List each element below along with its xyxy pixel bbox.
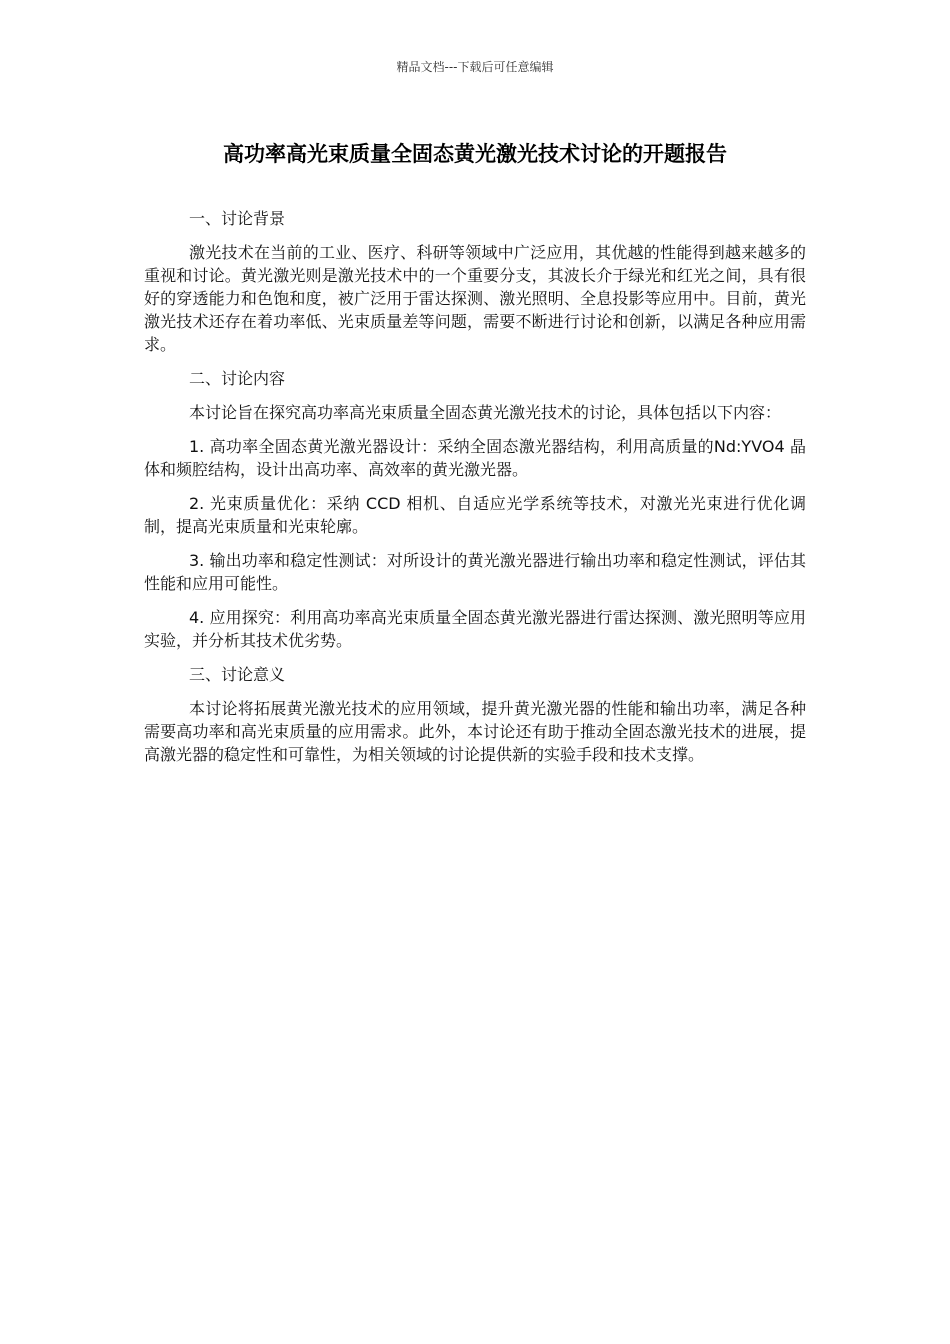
list-item: 3. 输出功率和稳定性测试：对所设计的黄光激光器进行输出功率和稳定性测试，评估其性能和应用可能性。 xyxy=(144,551,806,593)
list-item: 4. 应用探究：利用高功率高光束质量全固态黄光激光器进行雷达探测、激光照明等应用实验，并分析其技术优劣势。 xyxy=(144,608,806,650)
document-body xyxy=(144,207,806,777)
document-title: 高功率高光束质量全固态黄光激光技术讨论的开题报告 xyxy=(223,142,727,166)
section-heading-significance: 三、讨论意义 xyxy=(189,665,286,684)
list-item: 1. 高功率全固态黄光激光器设计：采纳全固态激光器结构，利用高质量的Nd:YVO4 晶体和频腔结构，设计出高功率、高效率的黄光激光器。 xyxy=(144,437,806,479)
section-heading-content: 二、讨论内容 xyxy=(189,369,286,388)
list-item: 2. 光束质量优化：采纳 CCD 相机、自适应光学系统等技术，对激光光束进行优化调制，提高光束质量和光束轮廓。 xyxy=(144,494,806,536)
paragraph-content-intro: 本讨论旨在探究高功率高光束质量全固态黄光激光技术的讨论，具体包括以下内容： xyxy=(189,403,782,422)
header-note: 精品文档---下载后可任意编辑 xyxy=(396,60,554,74)
paragraph-significance: 本讨论将拓展黄光激光技术的应用领域，提升黄光激光器的性能和输出功率，满足各种需要高功率和高光束质量的应用需求。此外，本讨论还有助于推动全固态激光技术的进展，提高激光器的稳定性和可靠性，为相关领域的讨论提供新的实验手段和技术支撑。 xyxy=(144,699,806,764)
paragraph-background: 激光技术在当前的工业、医疗、科研等领域中广泛应用，其优越的性能得到越来越多的重视和讨论。黄光激光则是激光技术中的一个重要分支，其波长介于绿光和红光之间，具有很好的穿透能力和色饱和度，被广泛用于雷达探测、激光照明、全息投影等应用中。目前，黄光激光技术还存在着功率低、光束质量差等问题，需要不断进行讨论和创新，以满足各种应用需求。 xyxy=(144,243,806,354)
section-heading-background: 一、讨论背景 xyxy=(189,209,286,228)
